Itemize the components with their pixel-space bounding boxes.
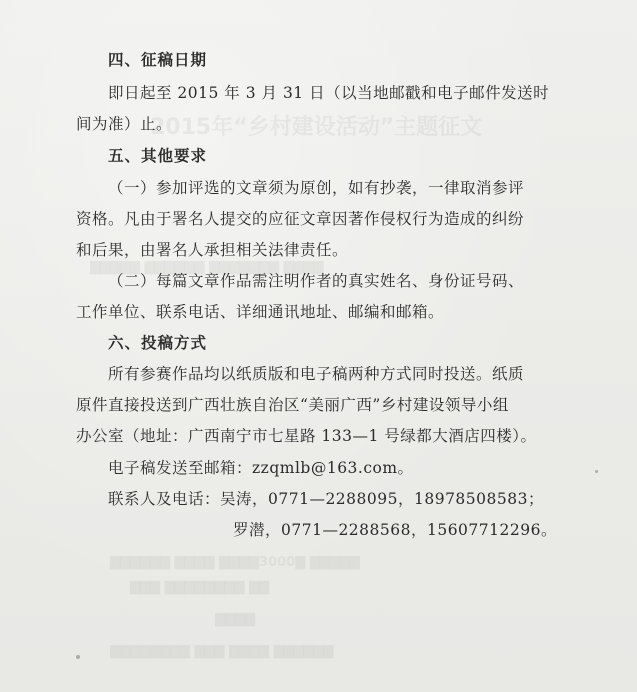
section-5-item-2-line-2: 工作单位、联系电话、详细通讯地址、邮编和邮箱。 [76, 303, 445, 321]
section-4-heading: 四、征稿日期 [108, 51, 208, 69]
section-4-body-line-1: 即日起至 2015 年 3 月 31 日（以当地邮戳和电子邮件发送时 [108, 84, 550, 102]
bleed-through-title: 2015年“乡村建设活动”主题征文 [150, 115, 483, 140]
bleed-through-text-3: ▇▇▇ ▇▇▇▇▇▇▇▇ ▇▇ [130, 580, 270, 595]
contact-line-2: 罗潜，0771—2288568，15607712296。 [233, 521, 557, 539]
bleed-through-text-2: ▇▇▇▇▇▇ ▇▇▇▇ ▇▇▇▇3000▇ ▇▇▇▇▇ [110, 555, 360, 570]
contact-line-1: 联系人及电话：吴涛，0771—2288095，18978508583； [108, 490, 544, 508]
section-6-line-3: 办公室（地址：广西南宁市七星路 133—1 号绿都大酒店四楼）。 [76, 427, 537, 445]
section-5-item-1-line-1: （一）参加评选的文章须为原创，如有抄袭，一律取消参评 [108, 179, 525, 197]
section-6-line-2: 原件直接投送到广西壮族自治区“美丽广西”乡村建设领导小组 [76, 396, 509, 414]
section-5-item-1-line-3: 和后果，由署名人承担相关法律责任。 [76, 241, 349, 259]
section-6-heading: 六、投稿方式 [108, 334, 208, 352]
section-5-item-1-line-2: 资格。凡由于署名人提交的应征文章因著作侵权行为造成的纠纷 [76, 210, 525, 228]
email-line: 电子稿发送至邮箱：zzqmlb@163.com。 [108, 459, 414, 477]
bleed-through-text-5: ▇▇▇▇▇▇▇▇ ▇▇▇ ▇▇▇▇ ▇▇▇▇▇▇ [110, 644, 334, 659]
section-5-heading: 五、其他要求 [108, 147, 208, 165]
bleed-through-text-4: ▇▇▇▇ [215, 612, 255, 627]
section-6-line-1: 所有参赛作品均以纸质版和电子稿两种方式同时投送。纸质 [108, 365, 525, 383]
paper-speck [76, 655, 80, 659]
paper-speck [595, 470, 598, 473]
section-4-body-line-2: 间为准）止。 [76, 115, 173, 133]
bleed-through-text-1: ▇▇▇▇▇ ▇▇▇▇▇▇ ▇▇▇▇▇▇▇ ▇▇▇▇ [90, 260, 324, 275]
section-5-item-2-line-1: （二）每篇文章作品需注明作者的真实姓名、身份证号码、 [108, 272, 525, 290]
